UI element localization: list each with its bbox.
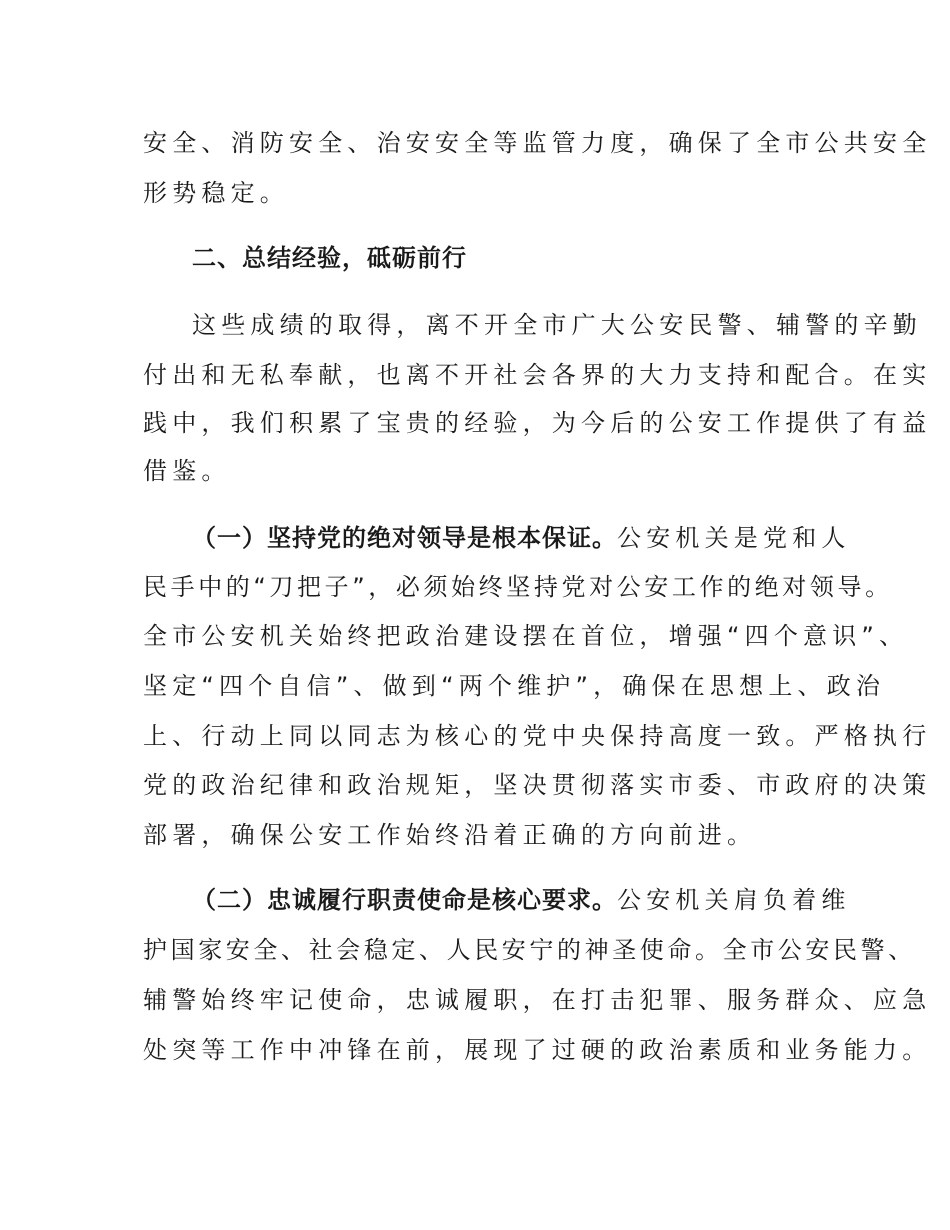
paragraph-line: 护国家安全、社会稳定、人民安宁的神圣使命。全市公安民警、: [143, 936, 916, 964]
paragraph-text: 公安机关是党和人: [617, 524, 851, 552]
paragraph-line: 辅警始终牢记使命，忠诚履职，在打击犯罪、服务群众、应急: [143, 986, 932, 1014]
paragraph-line: 坚定“四个自信”、做到“两个维护”，确保在思想上、政治: [143, 672, 886, 700]
paragraph-line: 全市公安机关始终把政治建设摆在首位，增强“四个意识”、: [143, 622, 909, 650]
paragraph-line: 这些成绩的取得，离不开全市广大公安民警、辅警的辛勤: [192, 311, 922, 339]
paragraph-lead-heading: （二）忠诚履行职责使命是核心要求。: [192, 886, 617, 914]
paragraph-line: 形势稳定。: [143, 179, 289, 207]
paragraph-line: 处突等工作中冲锋在前，展现了过硬的政治素质和业务能力。: [143, 1036, 932, 1064]
paragraph-line: 安全、消防安全、治安安全等监管力度，确保了全市公共安全: [143, 129, 932, 157]
paragraph-first-line: [192, 885, 851, 915]
paragraph-line: 民手中的“刀把子”，必须始终坚持党对公安工作的绝对领导。: [143, 573, 893, 601]
section-heading: 二、总结经验，砥砺前行: [192, 244, 467, 272]
paragraph-line: 付出和无私奉献，也离不开社会各界的大力支持和配合。在实: [143, 361, 932, 389]
paragraph-first-line: [192, 523, 851, 553]
paragraph-line: 践中，我们积累了宝贵的经验，为今后的公安工作提供了有益: [143, 409, 932, 437]
paragraph-line: 部署，确保公安工作始终沿着正确的方向前进。: [143, 821, 757, 849]
paragraph-line: 上、行动上同以同志为核心的党中央保持高度一致。严格执行: [143, 722, 932, 750]
paragraph-text: 公安机关肩负着维: [617, 886, 851, 914]
paragraph-line: 借鉴。: [143, 457, 231, 485]
paragraph-lead-heading: （一）坚持党的绝对领导是根本保证。: [192, 524, 617, 552]
paragraph-line: 党的政治纪律和政治规矩，坚决贯彻落实市委、市政府的决策: [143, 771, 932, 799]
